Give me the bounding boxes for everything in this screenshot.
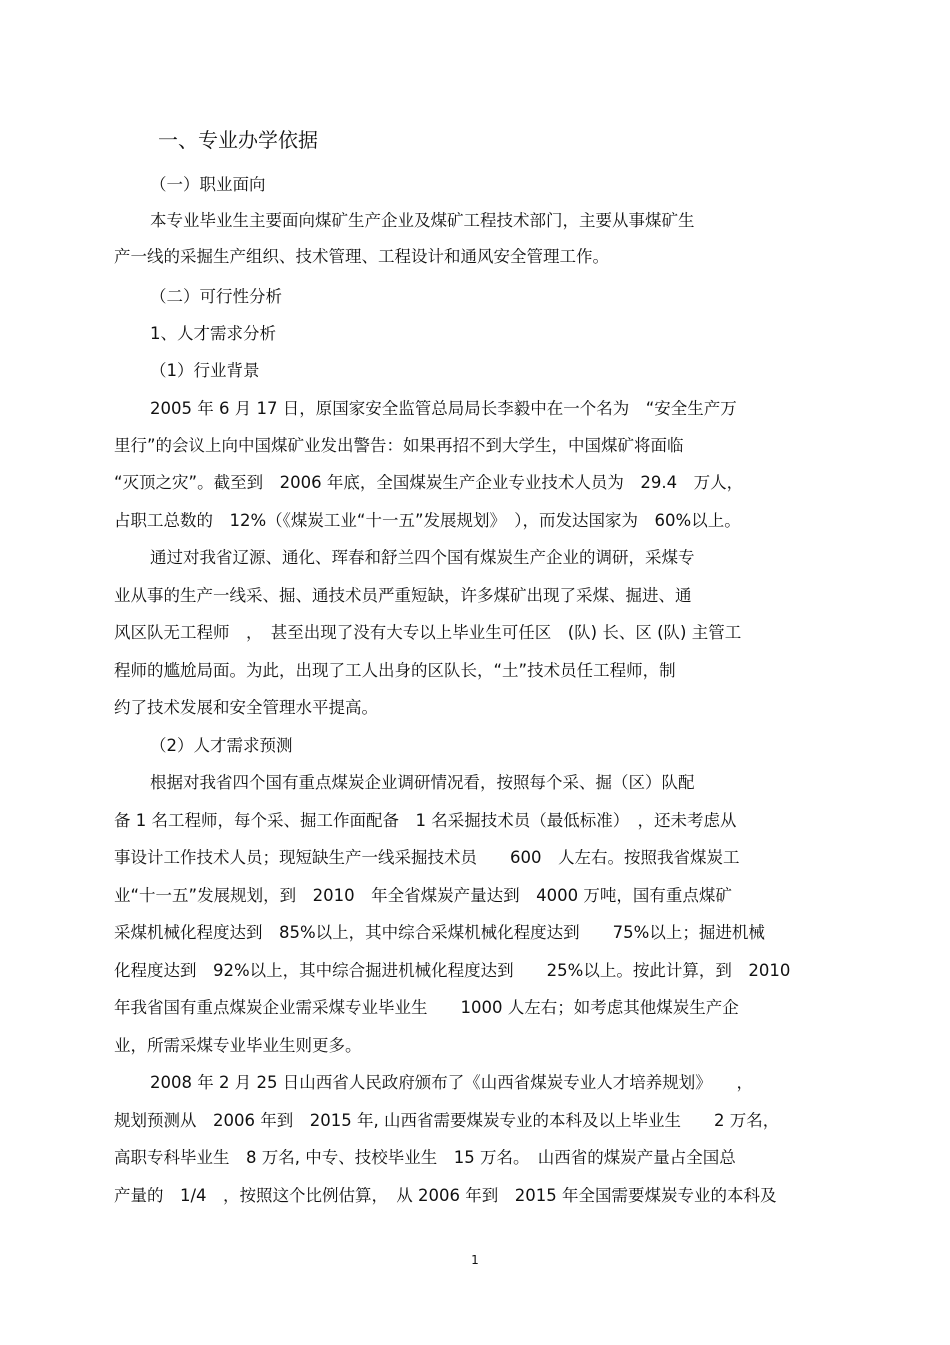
paragraph-line: 通过对我省辽源、通化、珲春和舒兰四个国有煤炭生产企业的调研，采煤专 [150, 548, 695, 567]
paragraph-line: 占职工总数的 12%（《煤炭工业“十一五”发展规划》 ），而发达国家为 60%以上。 [114, 511, 741, 530]
paragraph-line: 采煤机械化程度达到 85%以上，其中综合采煤机械化程度达到 75%以上；掘进机械 [114, 923, 765, 942]
paragraph-line: 业从事的生产一线采、掘、通技术员严重短缺，许多煤矿出现了采煤、掘进、通 [114, 586, 692, 605]
paragraph-line: 2005 年 6 月 17 日，原国家安全监管总局局长李毅中在一个名为 “安全生产万 [150, 399, 737, 418]
paragraph-line: 规划预测从 2006 年到 2015 年, 山西省需要煤炭专业的本科及以上毕业生 2 万名， [114, 1111, 780, 1130]
paragraph-line: 备 1 名工程师，每个采、掘工作面配备 1 名采掘技术员（最低标准） ，还未考虑从 [114, 811, 737, 830]
paragraph-line: 本专业毕业生主要面向煤矿生产企业及煤矿工程技术部门，主要从事煤矿生 [150, 211, 695, 230]
page-number: 1 [471, 1253, 479, 1267]
paragraph-line: 化程度达到 92%以上，其中综合掘进机械化程度达到 25%以上。按此计算，到 2010 [114, 961, 791, 980]
subsection-title: （2）人才需求预测 [150, 736, 293, 755]
paragraph-line: 2008 年 2 月 25 日山西省人民政府颁布了《山西省煤炭专业人才培养规划》 ， [150, 1073, 753, 1092]
paragraph-line: 约了技术发展和安全管理水平提高。 [114, 698, 378, 717]
paragraph-line: 风区队无工程师 ， 甚至出现了没有大专以上毕业生可任区 (队) 长、区 (队) 主管工 [114, 623, 742, 642]
paragraph-line: 里行”的会议上向中国煤矿业发出警告：如果再招不到大学生，中国煤矿将面临 [114, 436, 684, 455]
paragraph-line: 产量的 1/4 ，按照这个比例估算， 从 2006 年到 2015 年全国需要煤炭专业的本科及 [114, 1186, 777, 1205]
subsection-title: 1、人才需求分析 [150, 324, 276, 343]
subsection-title: （一）职业面向 [150, 175, 266, 194]
paragraph-line: 年我省国有重点煤炭企业需采煤专业毕业生 1000 人左右；如考虑其他煤炭生产企 [114, 998, 739, 1017]
paragraph-line: 产一线的采掘生产组织、技术管理、工程设计和通风安全管理工作。 [114, 247, 609, 266]
paragraph-line: 业“十一五”发展规划，到 2010 年全省煤炭产量达到 4000 万吨，国有重点煤矿 [114, 886, 732, 905]
paragraph-line: 业，所需采煤专业毕业生则更多。 [114, 1036, 362, 1055]
paragraph-line: “灭顶之灾”。截至到 2006 年底，全国煤炭生产企业专业技术人员为 29.4 万人， [114, 473, 744, 492]
section-heading: 一、专业办学依据 [158, 128, 318, 152]
paragraph-line: 高职专科毕业生 8 万名, 中专、技校毕业生 15 万名。 山西省的煤炭产量占全国总 [114, 1148, 736, 1167]
subsection-title: （1）行业背景 [150, 361, 260, 380]
paragraph-line: 事设计工作技术人员；现短缺生产一线采掘技术员 600 人左右。按照我省煤炭工 [114, 848, 740, 867]
subsection-title: （二）可行性分析 [150, 287, 282, 306]
paragraph-line: 程师的尴尬局面。为此，出现了工人出身的区队长，“土”技术员任工程师，制 [114, 661, 676, 680]
paragraph-line: 根据对我省四个国有重点煤炭企业调研情况看，按照每个采、掘（区）队配 [150, 773, 695, 792]
